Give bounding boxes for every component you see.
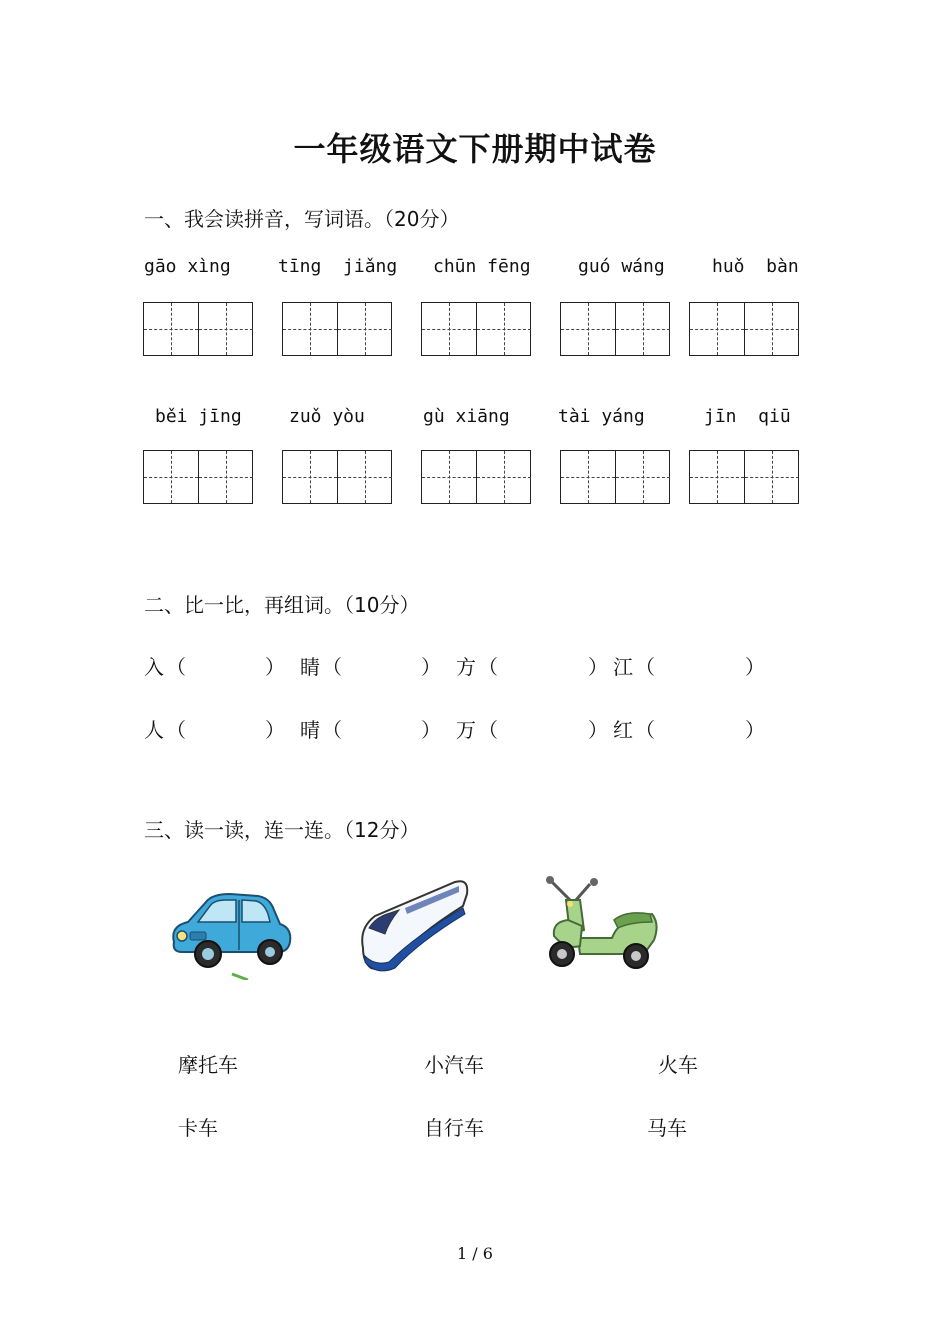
writing-box[interactable] [421,302,531,356]
pinyin-2-4: tài yáng [558,406,645,427]
page-number: 1 / 6 [457,1244,493,1263]
pinyin-2-1: běi jīng [155,406,242,427]
compare-char: 江 [613,655,633,679]
writing-box[interactable] [689,302,799,356]
pinyin-1-1: gāo xìng [144,256,231,277]
compare-char: 万 [456,718,476,742]
pinyin-2-5: jīn qiū [704,406,791,427]
word-horse-cart[interactable]: 马车 [647,1116,687,1140]
close-paren: ） [265,655,285,679]
section2-heading: 二、比一比，再组词。（10分） [144,593,420,617]
word-car[interactable]: 小汽车 [424,1053,484,1077]
pinyin-1-5: huǒ bàn [712,256,799,277]
word-bicycle[interactable]: 自行车 [424,1116,484,1140]
close-paren: ） [745,655,765,679]
compare-row-1 [0,651,950,681]
pinyin-row-2 [0,406,950,436]
open-paren: （ [166,718,186,742]
pinyin-2-2: zuǒ yòu [289,406,365,427]
compare-char: 入 [144,655,164,679]
word-motorcycle[interactable]: 摩托车 [178,1053,238,1077]
open-paren: （ [635,718,655,742]
writing-box[interactable] [560,450,670,504]
writing-box[interactable] [143,302,253,356]
pinyin-2-3: gù xiāng [423,406,510,427]
compare-char: 人 [144,718,164,742]
open-paren: （ [478,655,498,679]
close-paren: ） [421,718,441,742]
word-truck[interactable]: 卡车 [178,1116,218,1140]
car-icon [160,880,300,980]
writing-box[interactable] [282,450,392,504]
writing-grid-row-1 [0,302,950,358]
scooter-icon [540,874,670,974]
page-title: 一年级语文下册期中试卷 [293,130,657,168]
close-paren: ） [265,718,285,742]
open-paren: （ [166,655,186,679]
close-paren: ） [745,718,765,742]
train-icon [355,876,475,976]
compare-char: 方 [456,655,476,679]
open-paren: （ [322,718,342,742]
section1-heading: 一、我会读拼音，写词语。（20分） [144,207,460,231]
vehicle-pictures [0,870,950,980]
writing-box[interactable] [282,302,392,356]
close-paren: ） [588,655,608,679]
section3-heading: 三、读一读，连一连。（12分） [144,818,420,842]
pinyin-row-1 [0,256,950,286]
pinyin-1-4: guó wáng [578,256,665,277]
open-paren: （ [478,718,498,742]
pinyin-1-3: chūn fēng [433,256,531,277]
compare-char: 红 [613,718,633,742]
pinyin-1-2: tīng jiǎng [278,256,398,277]
close-paren: ） [588,718,608,742]
writing-grid-row-2 [0,450,950,506]
writing-box[interactable] [421,450,531,504]
open-paren: （ [635,655,655,679]
writing-box[interactable] [143,450,253,504]
compare-char: 睛 [300,655,320,679]
close-paren: ） [421,655,441,679]
open-paren: （ [322,655,342,679]
word-train[interactable]: 火车 [658,1053,698,1077]
compare-row-2 [0,714,950,744]
compare-char: 晴 [300,718,320,742]
writing-box[interactable] [560,302,670,356]
writing-box[interactable] [689,450,799,504]
